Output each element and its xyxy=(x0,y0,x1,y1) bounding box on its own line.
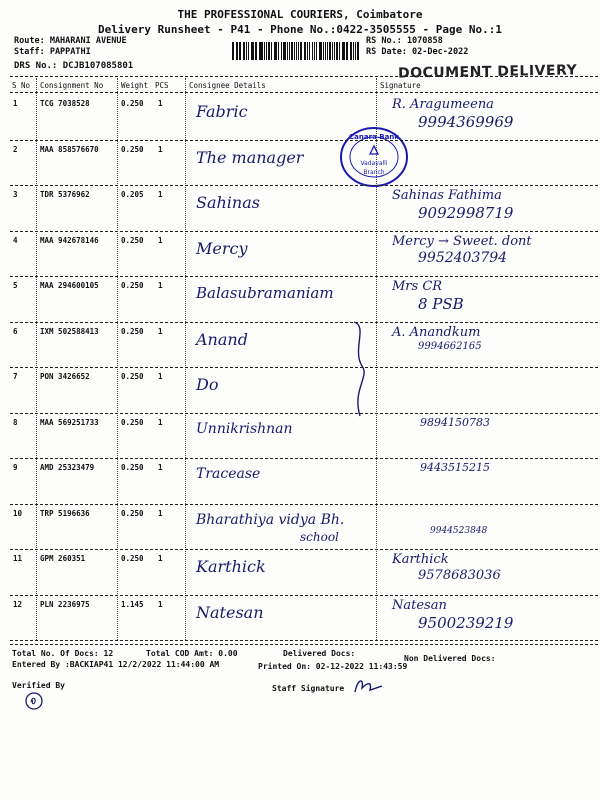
company-title: THE PROFESSIONAL COURIERS, Coimbatore xyxy=(177,8,423,21)
col-sno: S No xyxy=(12,81,31,90)
barcode-bar xyxy=(266,42,267,60)
row-pcs: 1 xyxy=(158,554,163,563)
row-weight: 0.250 xyxy=(121,463,144,472)
row-sno: 10 xyxy=(13,508,23,518)
row-consignee: Anand xyxy=(196,329,248,349)
barcode-bar xyxy=(283,42,285,60)
row-consignment: MAA 942678146 xyxy=(40,235,99,245)
barcode-bar xyxy=(260,42,262,60)
col-weight: Weight xyxy=(121,81,149,90)
barcode-bar xyxy=(264,42,265,60)
barcode xyxy=(232,42,360,60)
row-signature-phone: 9994662165 xyxy=(418,340,482,352)
row-consignee: The manager xyxy=(196,147,304,167)
barcode-bar xyxy=(252,42,254,60)
barcode-bar xyxy=(309,42,310,60)
barcode-bar xyxy=(239,42,241,60)
row-sno: 7 xyxy=(13,372,18,381)
barcode-bar xyxy=(329,42,331,60)
row-sno: 5 xyxy=(13,281,18,290)
row-consignee: Balasubramaniam xyxy=(196,284,334,302)
bank-stamp xyxy=(336,124,412,190)
row-consignee-line2: school xyxy=(300,529,339,544)
row-consignment: MAA 569251733 xyxy=(40,417,99,427)
barcode-bar xyxy=(346,42,347,60)
barcode-bar xyxy=(347,42,348,60)
row-signature-phone: 9952403794 xyxy=(418,249,508,266)
barcode-bar xyxy=(236,42,237,60)
barcode-bar xyxy=(298,42,299,60)
row-divider xyxy=(10,276,598,277)
barcode-bar xyxy=(342,42,344,60)
barcode-bar xyxy=(291,42,293,60)
barcode-bar xyxy=(350,42,352,60)
row-consignment: GPM 260351 xyxy=(40,554,86,563)
row-signature-name: A. Anandkum xyxy=(392,324,481,340)
entered-by: Entered By :BACKIAP41 12/2/2022 11:44:00 AM xyxy=(12,660,220,669)
col-sep xyxy=(185,78,186,640)
row-consignment: TDR 5376962 xyxy=(40,190,90,199)
row-weight: 0.250 xyxy=(121,144,144,154)
barcode-bar xyxy=(296,42,297,60)
bank-stamp-name: Canara Bank xyxy=(349,133,399,141)
row-divider xyxy=(10,231,598,232)
row-consignee: Tracease xyxy=(196,466,261,482)
row-signature-phone: 9092998719 xyxy=(418,204,514,222)
row-weight: 0.250 xyxy=(121,508,144,518)
barcode-bar xyxy=(312,42,314,60)
rs-date: RS Date: 02-Dec-2022 xyxy=(366,47,469,57)
row-signature-phone: 9994369969 xyxy=(418,113,514,131)
barcode-bar xyxy=(274,42,275,60)
barcode-bar xyxy=(271,42,272,60)
col-sep xyxy=(36,78,37,640)
row-signature-name: 9443515215 xyxy=(420,461,490,474)
barcode-bar xyxy=(304,42,306,60)
barcode-bar xyxy=(316,42,318,60)
row-weight: 1.145 xyxy=(121,599,144,609)
row-signature-name: 9944523848 xyxy=(430,525,488,536)
barcode-bar xyxy=(339,42,341,60)
row-sno: 1 xyxy=(13,99,18,108)
bank-stamp-branch-label: Branch xyxy=(363,169,385,176)
barcode-bar xyxy=(246,42,247,60)
row-sno: 8 xyxy=(13,417,18,427)
row-signature-name: Mrs CR xyxy=(392,279,443,294)
barcode-bar xyxy=(232,42,234,60)
row-divider xyxy=(10,640,598,641)
barcode-bar xyxy=(289,42,290,60)
barcode-bar xyxy=(325,42,326,60)
document-delivery-stamp: DOCUMENT DELIVERY xyxy=(397,62,578,82)
barcode-bar xyxy=(287,42,288,60)
barcode-bar xyxy=(251,42,252,60)
row-sno: 9 xyxy=(13,463,18,472)
row-signature-phone: 9578683036 xyxy=(418,568,501,583)
row-consignment: PON 3426652 xyxy=(40,372,90,381)
drs-number: DRS No.: DCJB107085801 xyxy=(14,61,134,71)
col-consignee: Consignee Details xyxy=(189,81,266,90)
header-divider-bottom xyxy=(10,92,598,93)
non-delivered-docs: Non Delivered Docs: xyxy=(404,654,496,663)
row-weight: 0.250 xyxy=(121,99,144,108)
row-weight: 0.250 xyxy=(121,281,144,290)
row-weight: 0.250 xyxy=(121,554,144,563)
staff-signature-scribble xyxy=(352,676,388,696)
row-consignee: Natesan xyxy=(196,602,264,622)
barcode-bar xyxy=(278,42,280,60)
row-pcs: 1 xyxy=(158,281,163,290)
rs-number: RS No.: 1070858 xyxy=(366,36,443,46)
route-label: Route: MAHARANI AVENUE xyxy=(14,36,127,46)
barcode-bar xyxy=(275,42,277,60)
barcode-bar xyxy=(319,42,321,60)
barcode-bar xyxy=(357,42,359,60)
row-consignment: TCG 7038528 xyxy=(40,99,90,108)
row-pcs: 1 xyxy=(158,235,163,245)
row-pcs: 1 xyxy=(158,326,163,336)
barcode-bar xyxy=(327,42,328,60)
col-signature: Signature xyxy=(380,81,421,90)
barcode-bar xyxy=(300,42,302,60)
row-divider xyxy=(10,140,598,141)
row-divider xyxy=(10,458,598,459)
row-divider xyxy=(10,185,598,186)
col-sep xyxy=(117,78,118,640)
row-consignee: Karthick xyxy=(196,557,266,576)
row-consignee: Fabric xyxy=(196,102,248,121)
row-divider xyxy=(10,322,598,323)
row-signature-name: 9894150783 xyxy=(420,415,490,429)
total-docs: Total No. Of Docs: 12 xyxy=(12,649,114,658)
row-consignee: Do xyxy=(196,375,219,394)
row-consignee: Unnikrishnan xyxy=(196,420,293,437)
col-pcs: PCS xyxy=(155,81,169,90)
row-consignee: Sahinas xyxy=(196,193,260,212)
row-signature-phone: 8 PSB xyxy=(418,295,464,313)
row-consignee: Mercy xyxy=(196,238,248,258)
barcode-bar xyxy=(237,42,238,60)
row-signature-phone: 9500239219 xyxy=(418,613,514,632)
row-sno: 3 xyxy=(13,190,18,199)
row-sno: 4 xyxy=(13,235,18,245)
barcode-bar xyxy=(314,42,315,60)
row-sno: 11 xyxy=(13,554,23,563)
barcode-bar xyxy=(268,42,270,60)
row-pcs: 1 xyxy=(158,463,163,472)
row-weight: 0.250 xyxy=(121,372,144,381)
row-signature-name: Mercy → Sweet. dont xyxy=(392,233,532,249)
row-sno: 12 xyxy=(13,599,23,609)
row-pcs: 1 xyxy=(158,508,163,518)
barcode-bar xyxy=(307,42,308,60)
row-consignment: MAA 294600105 xyxy=(40,281,99,290)
row-pcs: 1 xyxy=(158,372,163,381)
row-pcs: 1 xyxy=(158,599,163,609)
barcode-bar xyxy=(294,42,295,60)
barcode-bar xyxy=(259,42,260,60)
staff-label: Staff: PAPPATHI xyxy=(14,47,91,57)
verified-by-label: Verified By xyxy=(12,681,65,690)
barcode-bar xyxy=(255,42,257,60)
row-pcs: 1 xyxy=(158,99,163,108)
runsheet-title: Delivery Runsheet - P41 - Phone No.:0422-3505555 - Page No.:1 xyxy=(98,23,502,36)
brace-scribble xyxy=(348,320,374,420)
row-sno: 6 xyxy=(13,326,18,336)
row-divider xyxy=(10,549,598,550)
barcode-bar xyxy=(332,42,333,60)
row-divider xyxy=(10,367,598,368)
row-weight: 0.250 xyxy=(121,417,144,427)
barcode-bar xyxy=(355,42,356,60)
barcode-bar xyxy=(248,42,249,60)
row-signature-name: Natesan xyxy=(392,597,447,613)
row-pcs: 1 xyxy=(158,190,163,199)
canara-logo-icon xyxy=(370,146,378,154)
row-weight: 0.250 xyxy=(121,235,144,245)
delivered-docs: Delivered Docs: xyxy=(283,649,356,658)
row-signature-name: Sahinas Fathima xyxy=(392,188,502,203)
row-signature-name: R. Aragumeena xyxy=(392,97,494,112)
row-pcs: 1 xyxy=(158,417,163,427)
bank-stamp-branch: Vadavalli xyxy=(360,160,388,167)
row-consignee: Bharathiya vidya Bh. xyxy=(196,511,345,528)
barcode-bar xyxy=(323,42,324,60)
row-weight: 0.205 xyxy=(121,190,144,199)
barcode-bar xyxy=(353,42,354,60)
row-consignment: IXM 502588413 xyxy=(40,326,99,336)
row-divider xyxy=(10,504,598,505)
row-consignment: TRP 5196636 xyxy=(40,508,90,518)
staff-signature-label: Staff Signature xyxy=(272,684,345,693)
barcode-bar xyxy=(336,42,338,60)
row-signature-name: Karthick xyxy=(392,552,449,567)
row-divider xyxy=(10,595,598,596)
row-consignment: PLN 2236975 xyxy=(40,599,90,609)
header-divider-top xyxy=(10,76,598,77)
row-consignment: MAA 858576670 xyxy=(40,144,99,154)
row-sno: 2 xyxy=(13,144,18,154)
barcode-bar xyxy=(243,42,245,60)
footer-divider xyxy=(10,644,598,645)
col-consignment: Consignment No xyxy=(40,81,104,90)
total-cod: Total COD Amt: 0.00 xyxy=(146,649,238,658)
row-divider xyxy=(10,413,598,414)
verified-by-scribble xyxy=(22,690,46,712)
row-weight: 0.250 xyxy=(121,326,144,336)
printed-on: Printed On: 02-12-2022 11:43:59 xyxy=(258,662,408,671)
row-pcs: 1 xyxy=(158,144,163,154)
row-consignment: AMD 25323479 xyxy=(40,463,95,472)
barcode-bar xyxy=(281,42,282,60)
barcode-bar xyxy=(334,42,335,60)
